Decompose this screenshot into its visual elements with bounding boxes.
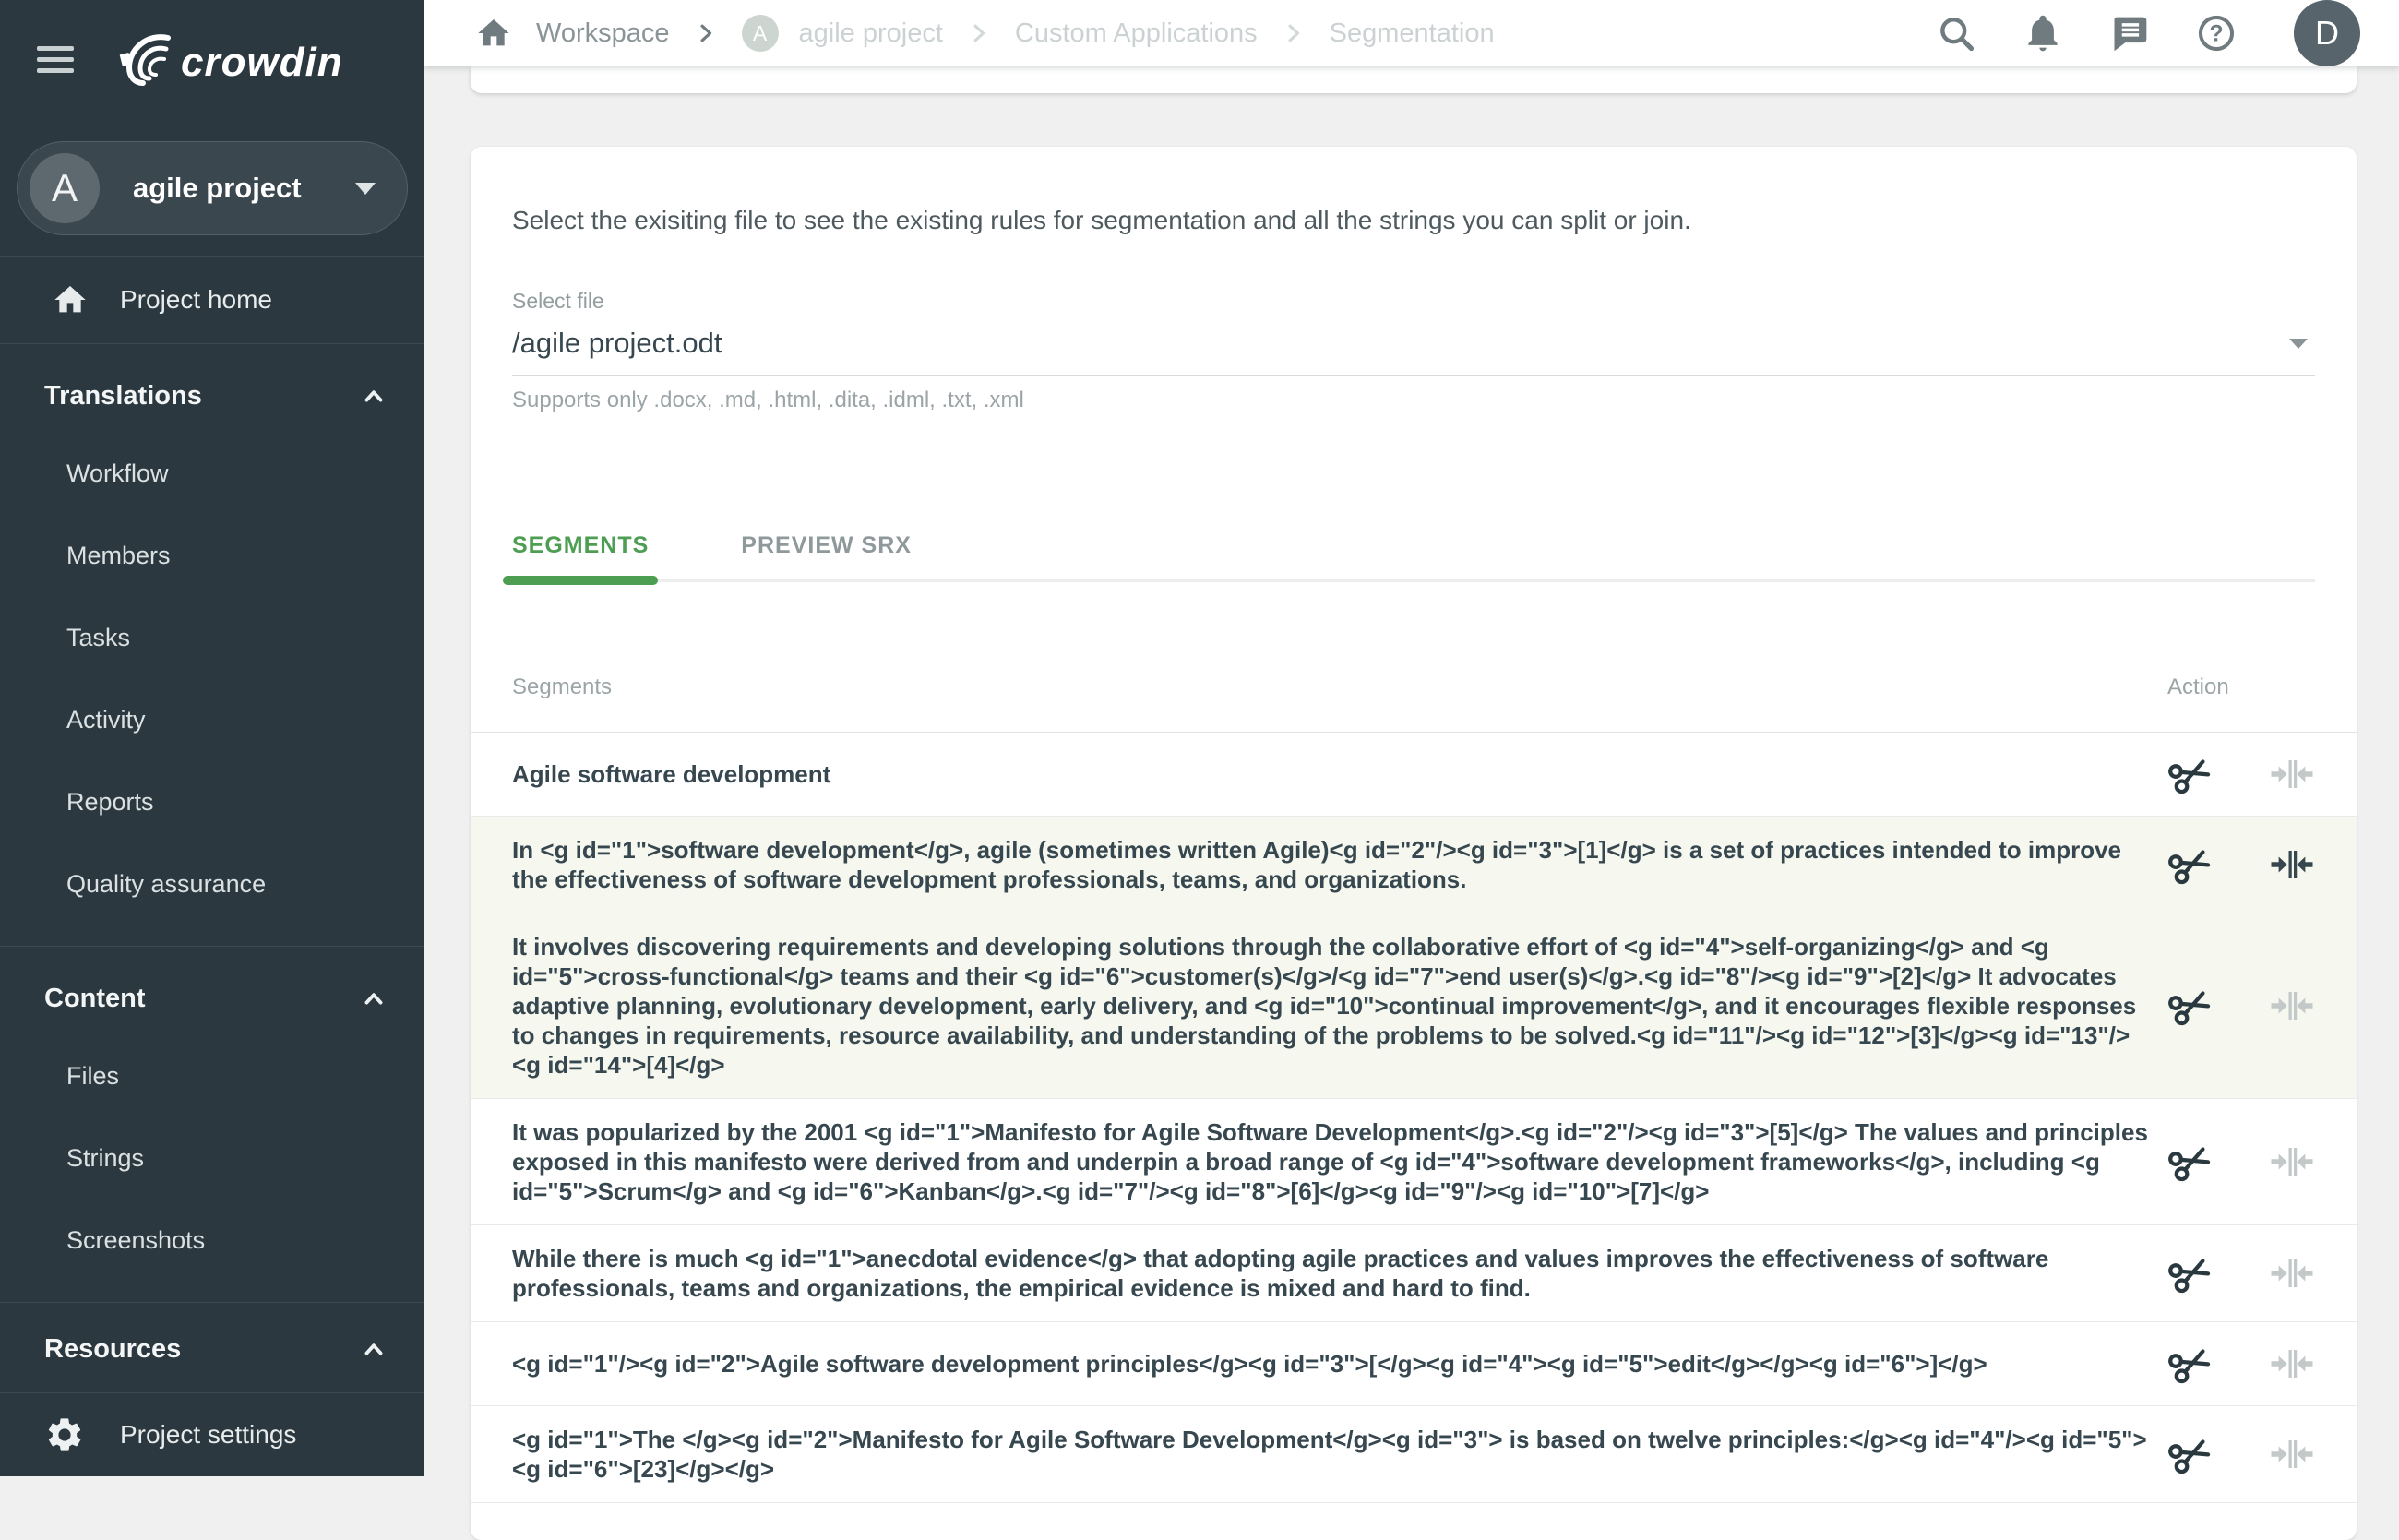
split-segment-button[interactable] <box>2167 751 2214 797</box>
file-select-value: /agile project.odt <box>512 327 722 359</box>
join-segment-button[interactable] <box>2269 751 2315 797</box>
sidebar-header <box>0 0 424 119</box>
split-segment-button[interactable] <box>2167 842 2214 888</box>
segment-text: It involves discovering requirements and developing solutions through the collaborative effort of <g id="4">self-organizing</g> and <g id="5">cross-functional</g> teams and their <g id="6">customer(s)</g>/<g id="7">end user(s)</g>.<g id="8"/><g id="9">[2]</g> It advocates adaptive planning, evolutionary development, early delivery, and <g id="10">continual improvement</g>, and it encourages flexible responses to changes in requirements, resource availability, and understanding of the problems to be solved.<g id="11"/><g id="12">[3]</g><g id="13"/><g id="14">[4]</g> <box>512 933 2137 1079</box>
sidebar-item[interactable]: Strings <box>66 1144 145 1172</box>
table-row <box>471 1225 2357 1322</box>
segment-actions <box>2167 751 2315 797</box>
table-header <box>512 674 2315 700</box>
split-segment-button[interactable] <box>2167 1250 2214 1296</box>
tab-preview-srx[interactable] <box>741 531 912 579</box>
sidebar-item[interactable]: Activity <box>66 706 146 734</box>
join-arrows-icon <box>2269 1250 2315 1296</box>
breadcrumb-project-avatar: A <box>742 15 779 52</box>
split-segment-button[interactable] <box>2167 1431 2214 1477</box>
column-header-action: Action <box>2167 674 2229 699</box>
project-name: agile project <box>133 172 302 204</box>
chevron-down-icon <box>355 183 376 195</box>
join-segment-button[interactable] <box>2269 1250 2315 1296</box>
segments-table <box>512 733 2315 1503</box>
join-arrows-icon <box>2269 842 2315 888</box>
join-arrows-icon <box>2269 1139 2315 1185</box>
hamburger-menu-icon[interactable] <box>37 42 79 77</box>
breadcrumb-segmentation: Segmentation <box>1329 18 1495 48</box>
sidebar-item[interactable]: Members <box>66 542 171 569</box>
breadcrumb <box>475 15 1495 52</box>
segmentation-card <box>471 147 2357 1540</box>
segment-text: Agile software development <box>512 760 831 788</box>
divider <box>0 946 424 947</box>
sidebar-item-label: Project home <box>120 285 272 314</box>
help-button[interactable] <box>2196 13 2237 54</box>
sidebar-section-resources[interactable] <box>0 1312 424 1386</box>
topbar <box>424 0 2399 66</box>
scissors-icon <box>2167 842 2214 888</box>
tab-segments[interactable] <box>512 531 649 579</box>
sidebar-item[interactable]: Screenshots <box>66 1226 206 1254</box>
join-segment-button[interactable] <box>2269 1431 2315 1477</box>
join-arrows-icon <box>2269 751 2315 797</box>
sidebar-item[interactable]: Tasks <box>66 624 131 651</box>
sidebar-item-label: Project settings <box>120 1420 297 1449</box>
table-row <box>471 817 2357 913</box>
breadcrumb-custom-applications[interactable]: Custom Applications <box>1014 18 1258 48</box>
join-arrows-icon <box>2269 1431 2315 1477</box>
chevron-up-icon <box>360 382 388 410</box>
section-label: Content <box>44 983 146 1013</box>
join-segment-button[interactable] <box>2269 842 2315 888</box>
translations-items <box>0 433 424 925</box>
search-icon <box>1936 13 1976 54</box>
content-items <box>0 1035 424 1282</box>
scissors-icon <box>2167 1431 2214 1477</box>
table-row <box>471 1406 2357 1503</box>
sidebar-item[interactable]: Reports <box>66 788 154 816</box>
segment-actions <box>2167 983 2315 1029</box>
scissors-icon <box>2167 1139 2214 1185</box>
tab-label: SEGMENTS <box>512 532 650 558</box>
section-label: Translations <box>44 380 202 411</box>
table-row <box>471 1099 2357 1225</box>
chevron-up-icon <box>360 1335 388 1363</box>
page-content <box>424 66 2399 1540</box>
search-button[interactable] <box>1936 13 1976 54</box>
select-file-label: Select file <box>512 289 604 313</box>
question-mark-icon <box>2196 13 2237 54</box>
chevron-right-icon <box>967 21 991 45</box>
scissors-icon <box>2167 751 2214 797</box>
chevron-right-icon <box>694 21 718 45</box>
scissors-icon <box>2167 1341 2214 1387</box>
table-row <box>471 733 2357 817</box>
table-row <box>471 913 2357 1099</box>
bell-icon <box>2023 13 2063 54</box>
topbar-actions <box>1936 0 2360 66</box>
scissors-icon <box>2167 1250 2214 1296</box>
notifications-button[interactable] <box>2023 13 2063 54</box>
svg-text:crowdin: crowdin <box>181 39 343 85</box>
segment-actions <box>2167 1341 2315 1387</box>
intro-text: Select the exisiting file to see the existing rules for segmentation and all the strings you can split or join. <box>512 206 1691 234</box>
section-label: Resources <box>44 1333 182 1364</box>
gear-icon <box>44 1415 85 1455</box>
segment-actions <box>2167 1139 2315 1185</box>
segment-text: It was popularized by the 2001 <g id="1">Manifesto for Agile Software Development</g>.<g id="2"/><g id="3">[5]</g> The values and principles exposed in this manifesto were derived from and underpin a broad range of <g id="4">software development frameworks</g>, including <g id="5">Scrum</g> and <g id="6">Kanban</g>.<g id="7"/><g id="8">[6]</g><g id="9"/><g id="10">[7]</g> <box>512 1118 2148 1205</box>
chevron-right-icon <box>1282 21 1306 45</box>
join-arrows-icon <box>2269 1341 2315 1387</box>
active-tab-indicator <box>503 576 658 585</box>
select-file-field <box>512 289 2315 413</box>
column-header-segments: Segments <box>512 674 613 699</box>
tabs <box>512 531 2315 582</box>
sidebar-item[interactable]: Files <box>66 1062 120 1090</box>
table-row <box>471 1322 2357 1406</box>
user-avatar[interactable]: D <box>2294 0 2360 66</box>
chevron-down-icon <box>2289 339 2308 349</box>
join-arrows-icon <box>2269 983 2315 1029</box>
crowdin-logo[interactable] <box>118 30 395 90</box>
breadcrumb-workspace[interactable]: Workspace <box>536 18 670 48</box>
sidebar-section-content[interactable] <box>0 961 424 1035</box>
segment-text: While there is much <g id="1">anecdotal evidence</g> that adopting agile practices and values improves the effectiveness of software professionals, teams and organizations, the empirical evidence is mixed and hard to find. <box>512 1245 2049 1302</box>
main-column <box>424 0 2399 1483</box>
segment-text: <g id="1"/><g id="2">Agile software development principles</g><g id="3">[</g><g id="4"><g id="5">edit</g></g><g id="6">]</g> <box>512 1350 1987 1378</box>
svg-text:?: ? <box>2209 21 2224 47</box>
segment-actions <box>2167 1431 2315 1477</box>
divider <box>0 343 424 344</box>
scrolled-card-remnant <box>471 66 2357 93</box>
segment-text: <g id="1">The </g><g id="2">Manifesto for Agile Software Development</g><g id="3"> is based on twelve principles:</g><g id="4"/><g id="5"><g id="6">[23]</g></g> <box>512 1426 2147 1483</box>
split-segment-button[interactable] <box>2167 1341 2214 1387</box>
divider <box>0 1302 424 1303</box>
tab-label: PREVIEW SRX <box>741 532 912 558</box>
file-select[interactable] <box>512 327 2315 376</box>
split-segment-button[interactable] <box>2167 1139 2214 1185</box>
sidebar-item[interactable]: Workflow <box>66 460 169 487</box>
split-segment-button[interactable] <box>2167 983 2214 1029</box>
segment-actions <box>2167 1250 2315 1296</box>
project-avatar: A <box>30 153 100 223</box>
segment-text: In <g id="1">software development</g>, agile (sometimes written Agile)<g id="2"/><g id="3">[1]</g> is a set of practices intended to improve the effectiveness of software development professionals, teams, and organizations. <box>512 836 2122 893</box>
sidebar-nav <box>0 256 424 1392</box>
messages-button[interactable] <box>2109 13 2150 54</box>
chat-icon <box>2109 13 2150 54</box>
join-segment-button[interactable] <box>2269 983 2315 1029</box>
sidebar-item-project-home[interactable] <box>0 257 424 343</box>
sidebar-section-translations[interactable] <box>0 359 424 433</box>
home-icon <box>52 281 89 318</box>
sidebar-item[interactable]: Quality assurance <box>66 870 267 898</box>
segment-actions <box>2167 842 2315 888</box>
join-segment-button[interactable] <box>2269 1139 2315 1185</box>
scissors-icon <box>2167 983 2214 1029</box>
chevron-up-icon <box>360 985 388 1012</box>
sidebar-item-project-settings[interactable] <box>0 1392 424 1476</box>
select-file-helper: Supports only .docx, .md, .html, .dita, .idml, .txt, .xml <box>512 388 1024 412</box>
join-segment-button[interactable] <box>2269 1341 2315 1387</box>
crowdin-logo-icon <box>118 30 395 90</box>
home-icon[interactable] <box>475 15 512 52</box>
project-switcher[interactable] <box>17 141 408 235</box>
breadcrumb-project[interactable]: agile project <box>798 18 943 48</box>
sidebar <box>0 0 424 1476</box>
